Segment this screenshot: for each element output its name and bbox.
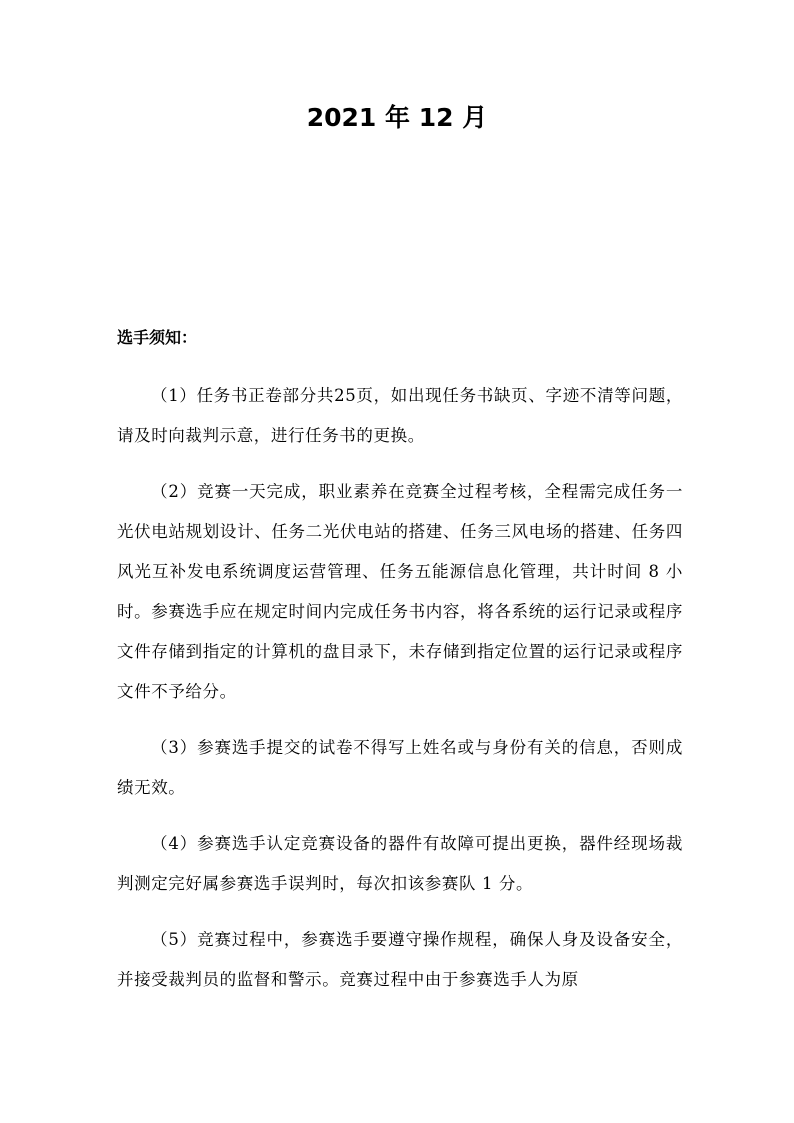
- rule-1: （1）任务书正卷部分共25页，如出现任务书缺页、字迹不清等问题，请及时向裁判示意，进行任务书的更换。: [117, 386, 683, 445]
- notice-heading: 选手须知：: [117, 328, 198, 347]
- rule-2: （2）竞赛一天完成，职业素养在竞赛全过程考核，全程需完成任务一光伏电站规划设计、任务二光伏电站的搭建、任务三风电场的搭建、任务四风光互补发电系统调度运营管理、任务五能源信息化管理，共计时间 8 小时。参赛选手应在规定时间内完成任务书内容，将各系统的运行记录或程序文件存储到指定的计算机的盘目录下，未存储到指定位置的运行记录或程序文件不予给分。: [117, 482, 683, 701]
- date-title: 2021 年 12 月: [306, 103, 488, 132]
- rules-list: [117, 376, 683, 1016]
- rule-5: （5）竞赛过程中，参赛选手要遵守操作规程，确保人身及设备安全，并接受裁判员的监督和警示。竞赛过程中由于参赛选手人为原: [117, 930, 683, 989]
- rule-4: （4）参赛选手认定竞赛设备的器件有故障可提出更换，器件经现场裁判测定完好属参赛选手误判时，每次扣该参赛队 1 分。: [117, 834, 683, 893]
- rule-3: （3）参赛选手提交的试卷不得写上姓名或与身份有关的信息，否则成绩无效。: [117, 738, 683, 797]
